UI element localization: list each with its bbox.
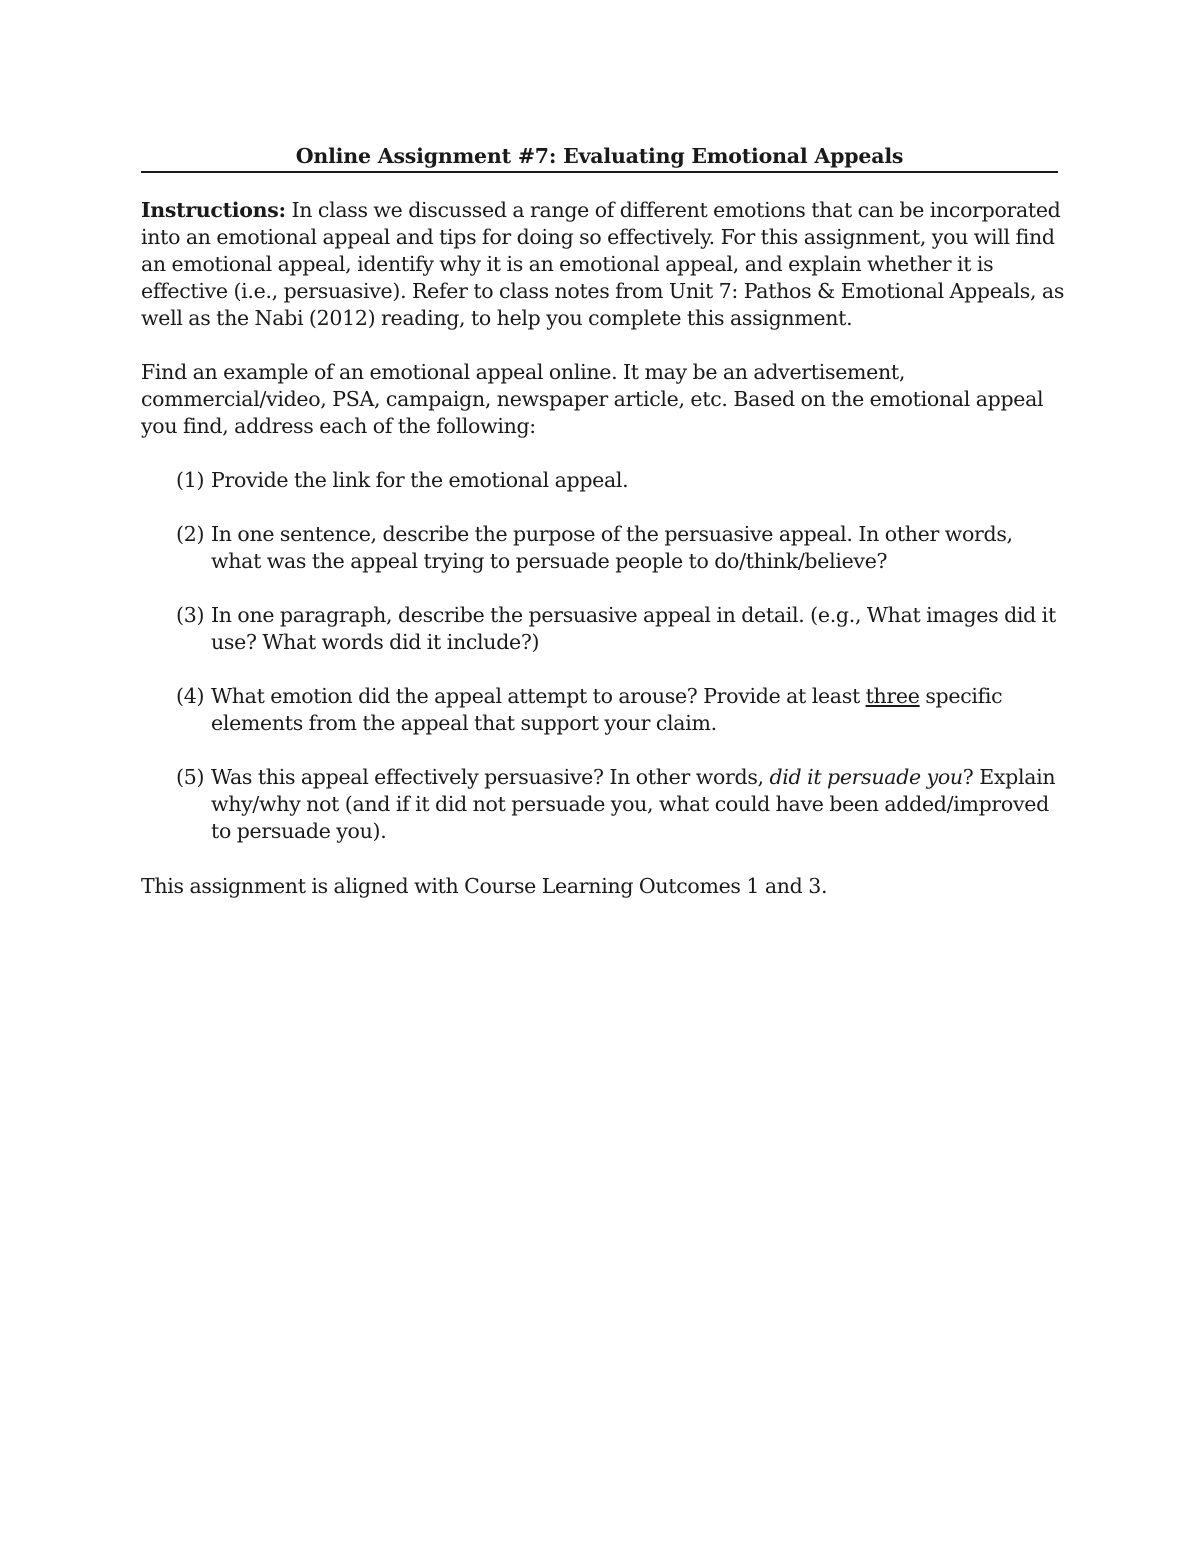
list-item [176, 764, 1056, 845]
requirements-list [176, 467, 1056, 872]
list-item-italic-phrase: did it persuade you [769, 765, 963, 789]
list-item-text-before: Was this appeal effectively persuasive? In other words, [211, 765, 770, 789]
list-item-number: (5) [176, 765, 205, 789]
list-item-number: (3) [176, 603, 205, 627]
list-item-text-after: ? Explain why/why not (and if it did not persuade you, what could have been added/improved to persuade you). [211, 765, 1056, 843]
list-item [176, 683, 1056, 737]
list-item-text: In one sentence, describe the purpose of the persuasive appeal. In other words, what was the appeal trying to persuade people to do/think/believe? [211, 522, 1013, 573]
find-paragraph: Find an example of an emotional appeal online. It may be an advertisement, commercial/video, PSA, campaign, newspaper article, etc. Based on the emotional appeal you find, address each of the following: [141, 360, 1044, 438]
instructions-text: In class we discussed a range of different emotions that can be incorporated into an emotional appeal and tips for doing so effectively. For this assignment, you will find an emotional appeal, identify why it is an emotional appeal, and explain whether it is effective (i.e., persuasive). Refer to class notes from Unit 7: Pathos & Emotional Appeals, as well as the Nabi (2012) reading, to help you complete this assignment. [141, 198, 1065, 330]
closing-paragraph: This assignment is aligned with Course Learning Outcomes 1 and 3. [141, 874, 828, 898]
list-item-underlined-word: three [865, 684, 920, 708]
list-item [176, 521, 1056, 575]
list-item-number: (4) [176, 684, 205, 708]
instructions-label: Instructions: [141, 198, 286, 222]
list-item-text-after: specific elements from the appeal that support your claim. [211, 684, 1003, 735]
list-item [176, 602, 1056, 656]
instructions-paragraph [141, 197, 1071, 332]
document-title: Online Assignment #7: Evaluating Emotional Appeals [141, 141, 1058, 173]
list-item-text: In one paragraph, describe the persuasive appeal in detail. (e.g., What images did it use? What words did it include?) [211, 603, 1056, 654]
list-item-number: (1) [176, 468, 205, 492]
list-item-text-before: What emotion did the appeal attempt to arouse? Provide at least [211, 684, 866, 708]
list-item-text: Provide the link for the emotional appeal. [211, 468, 629, 492]
list-item [176, 467, 1056, 494]
list-item-number: (2) [176, 522, 205, 546]
